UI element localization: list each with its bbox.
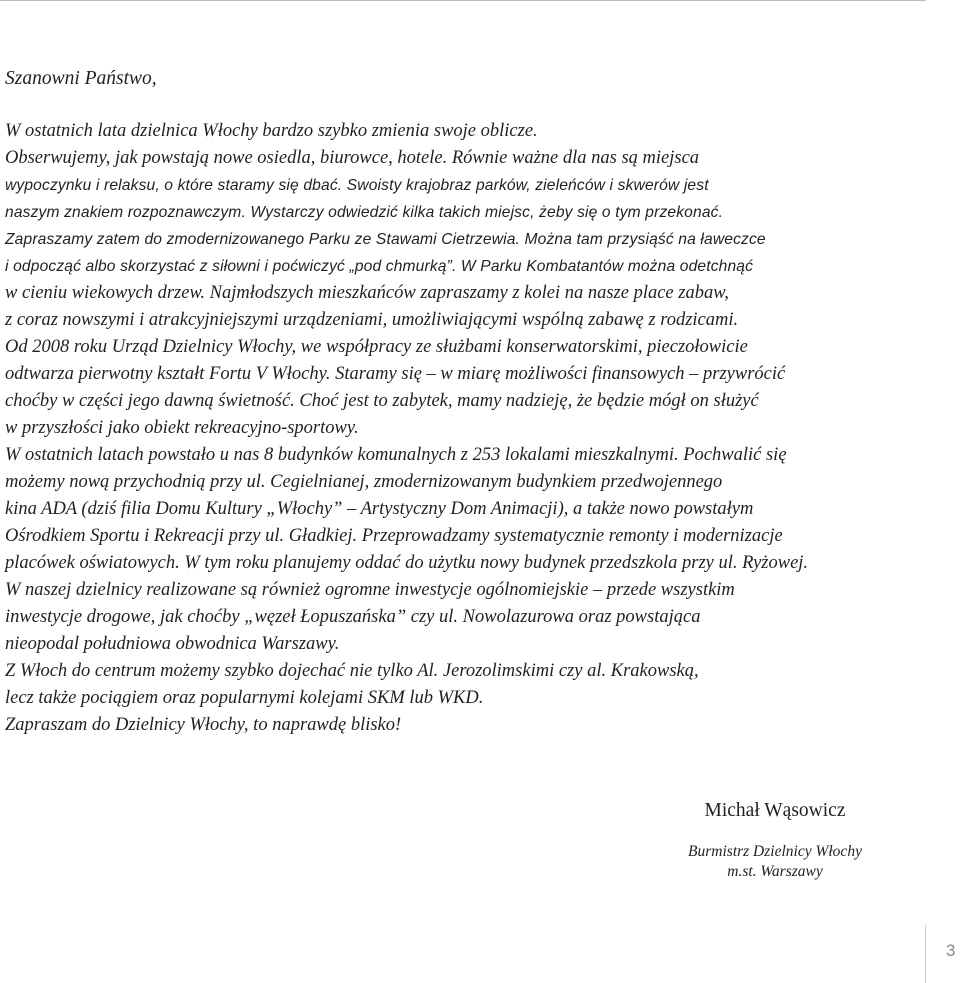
letter-greeting: Szanowni Państwo, — [5, 68, 157, 89]
letter-line: Obserwujemy, jak powstają nowe osiedla, biurowce, hotele. Równie ważne dla nas są miejsca — [5, 148, 700, 168]
letter-line: inwestycje drogowe, jak choćby „węzeł Łopuszańska” czy ul. Nowolazurowa oraz powstająca — [5, 607, 701, 627]
letter-line: i odpocząć albo skorzystać z siłowni i poćwiczyć „pod chmurką”. W Parku Kombatantów można odetchnąć — [5, 258, 754, 275]
letter-line: Od 2008 roku Urząd Dzielnicy Włochy, we współpracy ze służbami konserwatorskimi, pieczołowicie — [5, 337, 748, 357]
signature-title-line: Burmistrz Dzielnicy Włochy — [688, 843, 862, 860]
letter-line: choćby w części jego dawną świetność. Choć jest to zabytek, mamy nadzieję, że będzie mógł on służyć — [5, 391, 759, 411]
signature-title-line: m.st. Warszawy — [727, 863, 823, 880]
letter-line: Ośrodkiem Sportu i Rekreacji przy ul. Gładkiej. Przeprowadzamy systematycznie remonty i modernizacje — [5, 526, 783, 546]
signature-title — [660, 842, 890, 882]
letter-line: W naszej dzielnicy realizowane są również ogromne inwestycje ogólnomiejskie – przede wszystkim — [5, 580, 735, 600]
letter-line: Zapraszamy zatem do zmodernizowanego Parku ze Stawami Cietrzewia. Można tam przysiąść na ławeczce — [5, 231, 766, 248]
letter-body — [5, 118, 930, 739]
letter-line: W ostatnich latach powstało u nas 8 budynków komunalnych z 253 lokalami mieszkalnymi. Pochwalić się — [5, 445, 787, 465]
top-rule — [0, 0, 926, 1]
letter-line: Z Włoch do centrum możemy szybko dojechać nie tylko Al. Jerozolimskimi czy al. Krakowską, — [5, 661, 699, 681]
letter-line: Zapraszam do Dzielnicy Włochy, to naprawdę blisko! — [5, 715, 402, 735]
letter-line: lecz także pociągiem oraz popularnymi kolejami SKM lub WKD. — [5, 688, 484, 708]
letter-line: kina ADA (dziś filia Domu Kultury „Włochy” – Artystyczny Dom Animacji), a także nowo powstałym — [5, 499, 754, 519]
signature-name: Michał Wąsowicz — [704, 800, 846, 821]
letter-line: W ostatnich lata dzielnica Włochy bardzo szybko zmienia swoje oblicze. — [5, 121, 538, 141]
letter-line: z coraz nowszymi i atrakcyjniejszymi urządzeniami, umożliwiającymi wspólną zabawę z rodzicami. — [5, 310, 739, 330]
page-number-divider — [925, 925, 926, 983]
letter-line: odtwarza pierwotny kształt Fortu V Włochy. Staramy się – w miarę możliwości finansowych – przywrócić — [5, 364, 786, 384]
letter-line: w cieniu wiekowych drzew. Najmłodszych mieszkańców zapraszamy z kolei na nasze place zabaw, — [5, 283, 729, 303]
letter-line: wypoczynku i relaksu, o które staramy się dbać. Swoisty krajobraz parków, zieleńców i skwerów jest — [5, 177, 709, 194]
letter-line: placówek oświatowych. W tym roku planujemy oddać do użytku nowy budynek przedszkola przy ul. Ryżowej. — [5, 553, 809, 573]
letter-line: możemy nową przychodnią przy ul. Cegielnianej, zmodernizowanym budynkiem przedwojennego — [5, 472, 723, 492]
letter-line: w przyszłości jako obiekt rekreacyjno-sportowy. — [5, 418, 359, 438]
letter-line: naszym znakiem rozpoznawczym. Wystarczy odwiedzić kilka takich miejsc, żeby się o tym przekonać. — [5, 204, 724, 221]
page-number: 3 — [946, 941, 956, 960]
letter-line: nieopodal południowa obwodnica Warszawy. — [5, 634, 340, 654]
signature-block — [660, 798, 890, 882]
